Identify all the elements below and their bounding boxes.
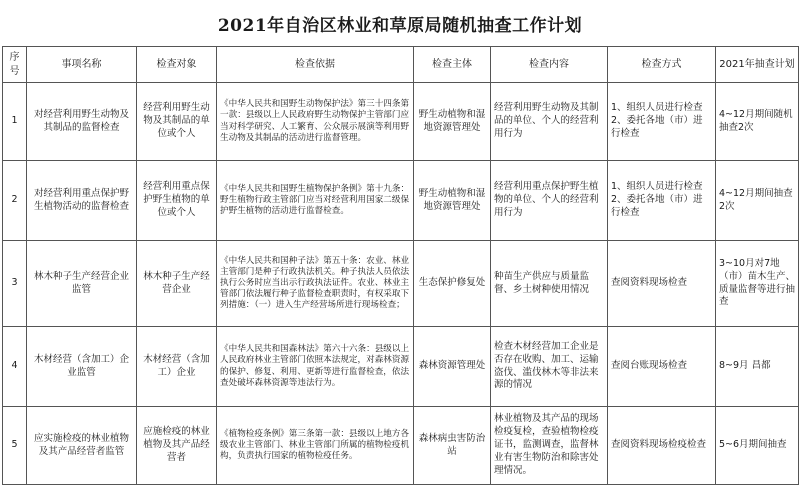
- cell-subject: 森林资源管理处: [414, 327, 491, 407]
- cell-plan: 4~12月期间抽查2次: [716, 161, 799, 241]
- cell-seq: 5: [3, 407, 27, 485]
- document-title: 2021年自治区林业和草原局随机抽查工作计划: [217, 15, 583, 36]
- table-header-row: [3, 47, 799, 83]
- cell-seq: 4: [3, 327, 27, 407]
- header-basis: 检查依据: [217, 47, 414, 83]
- cell-content: 经营利用野生动物及其制品的单位、个人的经营利用行为: [491, 83, 608, 161]
- table-row: [3, 83, 799, 161]
- cell-subject: 野生动植物和湿地资源管理处: [414, 161, 491, 241]
- table-row: [3, 161, 799, 241]
- cell-subject: 野生动植物和湿地资源管理处: [414, 83, 491, 161]
- header-plan: 2021年抽查计划: [716, 47, 799, 83]
- cell-seq: 1: [3, 83, 27, 161]
- header-seq: 序号: [3, 47, 27, 83]
- cell-method: 1、组织人员进行检查2、委托各地（市）进行检查: [608, 83, 716, 161]
- cell-object: 木材经营（含加工）企业: [137, 327, 217, 407]
- cell-object: 应施检疫的林业植物及其产品经营者: [137, 407, 217, 485]
- cell-object: 经营利用重点保护野生植物的单位或个人: [137, 161, 217, 241]
- cell-content: 检查木材经营加工企业是否存在收购、加工、运输盗伐、滥伐林木等非法来源的情况: [491, 327, 608, 407]
- cell-basis: 《植物检疫条例》第三条第一款：县级以上地方各级农业主管部门、林业主管部门所属的植物检疫机构，负责执行国家的植物检疫任务。: [217, 407, 414, 485]
- header-name: 事项名称: [27, 47, 137, 83]
- cell-basis: 《中华人民共和国野生动物保护法》第三十四条第一款：县级以上人民政府野生动物保护主管部门应当对科学研究、人工繁育、公众展示展演等利用野生动物及其制品的活动进行监督管理。: [217, 83, 414, 161]
- cell-name: 对经营利用野生动物及其制品的监督检查: [27, 83, 137, 161]
- header-subject: 检查主体: [414, 47, 491, 83]
- cell-name: 林木种子生产经营企业监管: [27, 241, 137, 327]
- cell-object: 经营利用野生动物及其制品的单位或个人: [137, 83, 217, 161]
- cell-method: 查阅资料现场检疫检查: [608, 407, 716, 485]
- table-row: [3, 407, 799, 485]
- cell-seq: 2: [3, 161, 27, 241]
- cell-name: 木材经营（含加工）企业监管: [27, 327, 137, 407]
- cell-basis: 《中华人民共和国野生植物保护条例》第十九条：野生植物行政主管部门应当对经营利用国家二级保护野生植物的活动进行监督检查。: [217, 161, 414, 241]
- header-content: 检查内容: [491, 47, 608, 83]
- cell-method: 查阅台账现场检查: [608, 327, 716, 407]
- table-row: [3, 241, 799, 327]
- cell-plan: 5~6月期间抽查: [716, 407, 799, 485]
- cell-content: 种苗生产供应与质量监督、乡土树种使用情况: [491, 241, 608, 327]
- cell-method: 1、组织人员进行检查2、委托各地（市）进行检查: [608, 161, 716, 241]
- cell-name: 对经营利用重点保护野生植物活动的监督检查: [27, 161, 137, 241]
- cell-plan: 4~12月期间随机抽查2次: [716, 83, 799, 161]
- header-object: 检查对象: [137, 47, 217, 83]
- cell-method: 查阅资料现场检查: [608, 241, 716, 327]
- cell-content: 经营利用重点保护野生植物的单位、个人的经营利用行为: [491, 161, 608, 241]
- table-row: [3, 327, 799, 407]
- cell-subject: 生态保护修复处: [414, 241, 491, 327]
- cell-seq: 3: [3, 241, 27, 327]
- cell-name: 应实施检疫的林业植物及其产品经营者监管: [27, 407, 137, 485]
- cell-content: 林业植物及其产品的现场检疫复检，查验植物检疫证书，监测调查，监督林业有害生物防治和除害处理情况。: [491, 407, 608, 485]
- cell-object: 林木种子生产经营企业: [137, 241, 217, 327]
- cell-plan: 3~10月对7地（市）苗木生产、质量监督等进行抽查: [716, 241, 799, 327]
- cell-subject: 森林病虫害防治站: [414, 407, 491, 485]
- header-method: 检查方式: [608, 47, 716, 83]
- cell-plan: 8~9月 昌都: [716, 327, 799, 407]
- cell-basis: 《中华人民共和国种子法》第五十条：农业、林业主管部门是种子行政执法机关。种子执法人员依法执行公务时应当出示行政执法证件。农业、林业主管部门依法履行种子监督检查职责时，有权采取下列措施：（一）进入生产经营场所进行现场检查；: [217, 241, 414, 327]
- cell-basis: 《中华人民共和国森林法》第六十六条：县级以上人民政府林业主管部门依照本法规定，对森林资源的保护、修复、利用、更新等进行监督检查，依法查处破坏森林资源等违法行为。: [217, 327, 414, 407]
- inspection-plan-table: [2, 46, 799, 485]
